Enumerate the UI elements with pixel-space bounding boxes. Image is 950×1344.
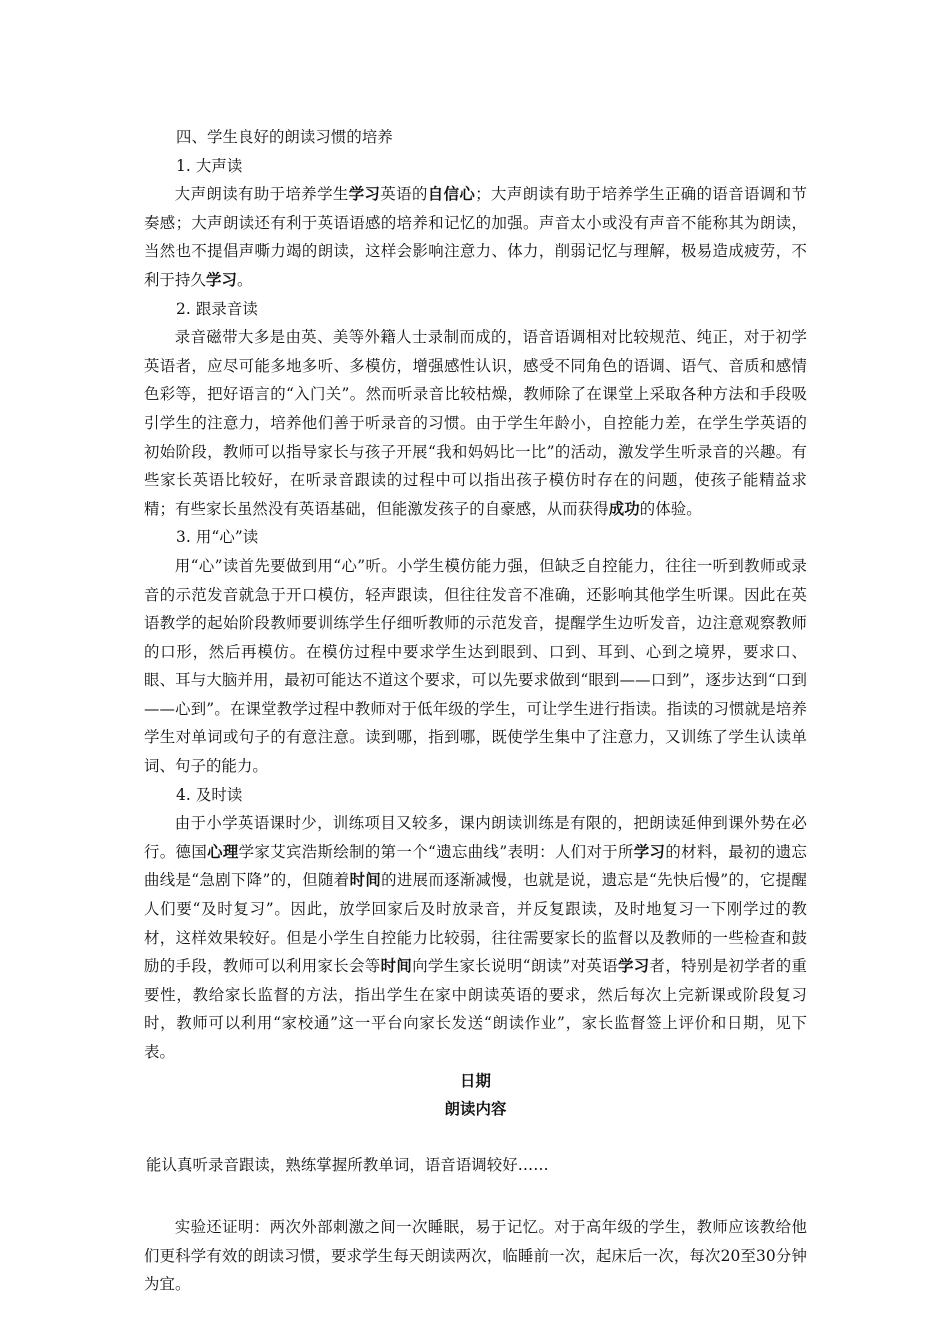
heading-heart-reading: 3. 用“心”读: [176, 528, 259, 547]
text: 学家艾宾浩斯绘制的第一个“遗忘曲线”表明：人们对于所: [238, 842, 634, 861]
bold-term: 学习: [617, 957, 650, 976]
bold-term: 心理: [207, 842, 239, 861]
text: 者，特别是初学者的重要性，教给家长监督的方法，指出学生在家中朗读英语的要求，然后每次上完新课或阶段复习时，教师可以利用“家校通”这一平台向家长发送“朗读作业”，家长监督签上评价和日期，见下表。: [144, 957, 808, 1061]
reading-log-table: [144, 1067, 807, 1180]
table-header-content: 朗读内容: [444, 1099, 507, 1118]
bold-term: 学习: [205, 270, 237, 289]
bold-term: 时间: [349, 871, 382, 890]
section-title: 四、学生良好的朗读习惯的培养: [176, 128, 393, 146]
text: 的进展而逐渐减慢，也就是说，遗忘是“先快后慢”的，它提醒人们要“及时复习”。因此，放学回家后及时放录音，并反复跟读，及时地复习一下刚学过的教材，这样效果较好。但是小学生自控能力比较弱，往往需要家长的监督以及教师的一些检查和鼓励的手段，教师可以利用家长会等: [144, 871, 807, 976]
text: 的材料，最初的遗忘曲线是“急剧下降”的，但随着: [144, 842, 808, 890]
text: 由于小学英语课时少，训练项目又较多，课内朗读训练是有限的，把朗读延伸到课外势在必行。德国: [144, 814, 807, 861]
heading-recording-reading: 2. 跟录音读: [176, 299, 258, 318]
document-body: [144, 123, 807, 1299]
bold-term: 成功: [608, 499, 640, 518]
heading-loud-reading: 1. 大声读: [176, 156, 243, 175]
table-row: 能认真听录音跟读，熟练掌握所教单词，语音语调较好……: [146, 1155, 549, 1174]
paragraph-heart-reading: 用“心”读首先要做到用“心”听。小学生模仿能力强，但缺乏自控能力，往往一听到教师或录音的示范发音就急于开口模仿，轻声跟读，但往往发音不准确，还影响其他学生听课。因此在英语教学的起始阶段教师要训练学生仔细听教师的示范发音，提醒学生边听发音，边注意观察教师的口形，然后再模仿。在模仿过程中要求学生达到眼到、口到、耳到、心到之境界，要求口、眼、耳与大脑并用，最初可能达不道这个要求，可以先要求做到“眼到——口到”，逐步达到“口到——心到”。在课堂教学过程中教师对于低年级的学生，可让学生进行指读。指读的习惯就是培养学生对单词或句子的有意注意。读到哪，指到哪，既使学生集中了注意力，又训练了学生认读单词、句子的能力。: [144, 556, 807, 776]
text: 向学生家长说明“朗读”对英语: [412, 957, 618, 976]
text: 的体验。: [639, 499, 702, 518]
paragraph-recording-reading: [144, 323, 807, 523]
paragraph-timely-reading: [144, 809, 807, 1066]
text: 大声朗读有助于培养学生: [174, 185, 349, 204]
table-header-date: 日期: [460, 1071, 491, 1090]
text: 英语的: [380, 185, 428, 204]
bold-term: 自信心: [427, 185, 476, 204]
bold-term: 学习: [348, 185, 381, 204]
heading-timely-reading: 4. 及时读: [176, 785, 243, 804]
text: 。: [236, 270, 253, 289]
text: ；大声朗读有助于培养学生正确的语音语调和节奏感；大声朗读还有利于英语语感的培养和记忆的加强。声音太小或没有声音不能称其为朗读，当然也不提倡声嘶力竭的朗读，这样会影响注意力、体力，削弱记忆与理解，极易造成疲劳，不利于持久: [144, 185, 807, 289]
text: 录音磁带大多是由英、美等外籍人士录制而成的，语音语调相对比较规范、纯正，对于初学英语者，应尽可能多地多听、多模仿，增强感性认识，感受不同角色的语调、语气、音质和感情色彩等，把好语言的“入门关”。然而听录音比较枯燥，教师除了在课堂上采取各种方法和手段吸引学生的注意力，培养他们善于听录音的习惯。由于学生年龄小，自控能力差，在学生学英语的初始阶段，教师可以指导家长与孩子开展“我和妈妈比一比”的活动，激发学生听录音的兴趣。有些家长英语比较好，在听录音跟读的过程中可以指出孩子模仿时存在的问题，使孩子能精益求精；有些家长虽然没有英语基础，但能激发孩子的自豪感，从而获得: [144, 328, 807, 518]
closing-paragraph: 实验还证明：两次外部刺激之间一次睡眠，易于记忆。对于高年级的学生，教师应该教给他们更科学有效的朗读习惯，要求学生每天朗读两次，临睡前一次，起床后一次，每次20至30分钟为宜。: [144, 1218, 807, 1294]
paragraph-loud-reading: [144, 180, 807, 294]
bold-term: 学习: [633, 842, 666, 861]
bold-term: 时间: [380, 957, 413, 976]
